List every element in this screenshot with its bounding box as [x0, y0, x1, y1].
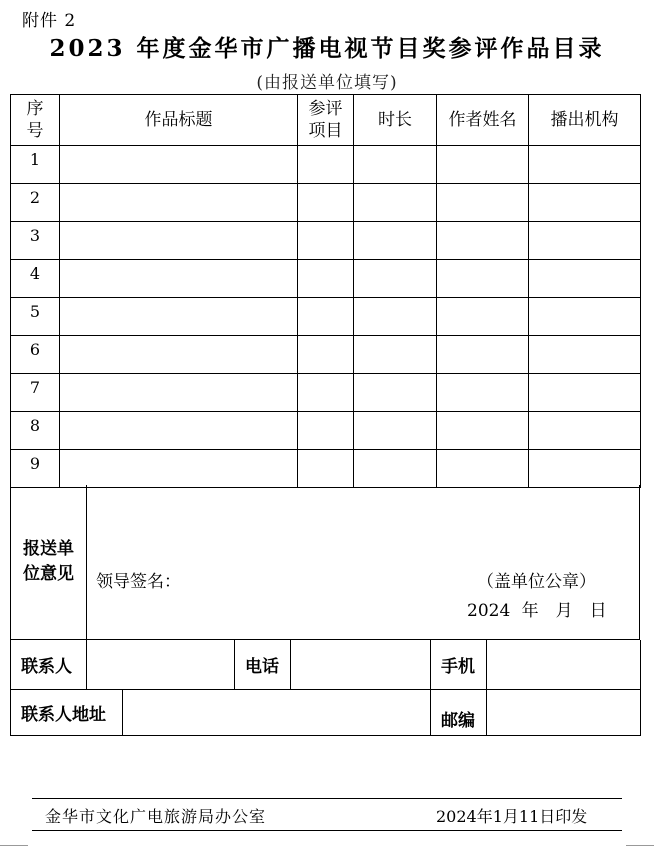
table-row — [11, 412, 641, 450]
opinion-label — [11, 485, 87, 640]
author-cell[interactable] — [437, 450, 529, 488]
duration-cell[interactable] — [354, 146, 437, 184]
postcode-label: 邮编 — [431, 690, 487, 736]
duration-cell[interactable] — [354, 298, 437, 336]
duration-cell[interactable] — [354, 450, 437, 488]
mobile-field[interactable] — [487, 640, 641, 690]
title-cell[interactable] — [60, 412, 298, 450]
document-title: 2023 年度金华市广播电视节目奖参评作品目录 — [49, 35, 605, 62]
row-number: 5 — [11, 298, 60, 336]
col-header-author: 作者姓名 — [437, 95, 529, 146]
date-label: 2024 年 月 日 — [467, 601, 607, 621]
address-label: 联系人地址 — [11, 690, 123, 736]
broadcaster-cell[interactable] — [529, 336, 641, 374]
broadcaster-cell[interactable] — [529, 260, 641, 298]
category-cell[interactable] — [298, 336, 354, 374]
row-number: 1 — [11, 146, 60, 184]
broadcaster-cell[interactable] — [529, 450, 641, 488]
author-cell[interactable] — [437, 298, 529, 336]
attachment-label: 附件 2 — [22, 11, 77, 31]
row-number: 3 — [11, 222, 60, 260]
broadcaster-cell[interactable] — [529, 374, 641, 412]
category-cell[interactable] — [298, 184, 354, 222]
contact-row — [11, 640, 641, 690]
row-number: 8 — [11, 412, 60, 450]
category-cell[interactable] — [298, 450, 354, 488]
page-edge-mark-left — [0, 845, 28, 846]
row-number: 6 — [11, 336, 60, 374]
seal-label: （盖单位公章） — [477, 572, 596, 592]
opinion-label-line1: 报送单 — [23, 539, 74, 559]
signature-label: 领导签名： — [96, 572, 181, 592]
row-number: 4 — [11, 260, 60, 298]
phone-field[interactable] — [291, 640, 431, 690]
document-subtitle: (由报送单位填写) — [256, 73, 398, 93]
author-cell[interactable] — [437, 336, 529, 374]
address-row — [11, 690, 641, 736]
category-cell[interactable] — [298, 412, 354, 450]
footer-rule-bottom — [32, 830, 622, 831]
broadcaster-cell[interactable] — [529, 146, 641, 184]
broadcaster-cell[interactable] — [529, 222, 641, 260]
address-field[interactable] — [123, 690, 431, 736]
duration-cell[interactable] — [354, 374, 437, 412]
table-row — [11, 184, 641, 222]
title-cell[interactable] — [60, 374, 298, 412]
table-header-row — [11, 95, 641, 146]
category-cell[interactable] — [298, 374, 354, 412]
contact-person-field[interactable] — [87, 640, 235, 690]
broadcaster-cell[interactable] — [529, 298, 641, 336]
row-number: 2 — [11, 184, 60, 222]
footer-org: 金华市文化广电旅游局办公室 — [45, 807, 267, 826]
broadcaster-cell[interactable] — [529, 184, 641, 222]
col-header-category-line2: 项目 — [308, 121, 343, 141]
author-cell[interactable] — [437, 412, 529, 450]
row-number: 9 — [11, 450, 60, 488]
duration-cell[interactable] — [354, 260, 437, 298]
author-cell[interactable] — [437, 260, 529, 298]
duration-cell[interactable] — [354, 412, 437, 450]
author-cell[interactable] — [437, 146, 529, 184]
footer-date: 2024年1月11日印发 — [436, 807, 588, 826]
author-cell[interactable] — [437, 184, 529, 222]
col-header-no-line1: 序 — [26, 99, 44, 119]
table-row — [11, 260, 641, 298]
author-cell[interactable] — [437, 374, 529, 412]
footer-rule-top — [32, 798, 622, 799]
author-cell[interactable] — [437, 222, 529, 260]
table-row — [11, 146, 641, 184]
duration-cell[interactable] — [354, 336, 437, 374]
table-row — [11, 374, 641, 412]
entries-table — [10, 94, 641, 488]
opinion-label-line2: 位意见 — [23, 564, 74, 584]
table-row — [11, 336, 641, 374]
title-cell[interactable] — [60, 222, 298, 260]
row-number: 7 — [11, 374, 60, 412]
category-cell[interactable] — [298, 222, 354, 260]
title-cell[interactable] — [60, 146, 298, 184]
col-header-duration: 时长 — [354, 95, 437, 146]
broadcaster-cell[interactable] — [529, 412, 641, 450]
contact-section — [10, 640, 641, 736]
page-edge-mark-right — [626, 845, 654, 846]
table-row — [11, 298, 641, 336]
title-cell[interactable] — [60, 298, 298, 336]
table-row — [11, 450, 641, 488]
col-header-broadcaster: 播出机构 — [529, 95, 641, 146]
col-header-category — [298, 95, 354, 146]
category-cell[interactable] — [298, 146, 354, 184]
duration-cell[interactable] — [354, 222, 437, 260]
mobile-label: 手机 — [431, 640, 487, 690]
opinion-body[interactable] — [87, 485, 640, 640]
col-header-no — [11, 95, 60, 146]
opinion-section — [10, 485, 640, 640]
col-header-no-line2: 号 — [26, 121, 44, 141]
contact-person-label: 联系人 — [11, 640, 87, 690]
col-header-category-line1: 参评 — [308, 99, 343, 119]
duration-cell[interactable] — [354, 184, 437, 222]
postcode-field[interactable] — [487, 690, 641, 736]
table-row — [11, 222, 641, 260]
category-cell[interactable] — [298, 298, 354, 336]
title-cell[interactable] — [60, 336, 298, 374]
title-cell[interactable] — [60, 260, 298, 298]
category-cell[interactable] — [298, 260, 354, 298]
title-cell[interactable] — [60, 450, 298, 488]
title-cell[interactable] — [60, 184, 298, 222]
col-header-title: 作品标题 — [60, 95, 298, 146]
phone-label: 电话 — [235, 640, 291, 690]
